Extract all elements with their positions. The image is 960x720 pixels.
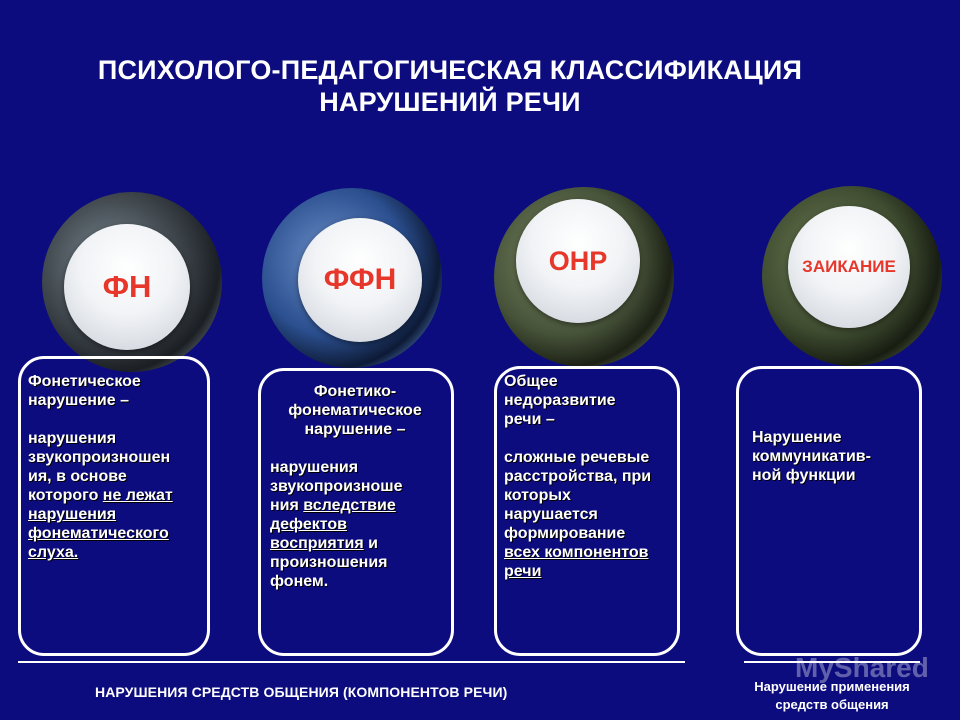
- text-fn-line-3: ия, в основе: [28, 468, 127, 485]
- text-ffn-line-6: произношения: [270, 554, 388, 571]
- text-ffn-line-5: восприятия и: [270, 535, 378, 552]
- text-ffn-head-3: нарушение –: [304, 421, 406, 438]
- text-ffn-line-2: звукопроизноше: [270, 478, 403, 495]
- circle-onr: [494, 187, 674, 367]
- text-fn-head-2: нарушение –: [28, 392, 129, 409]
- box-zaikanie: [736, 366, 922, 656]
- text-fn-head-1: Фонетическое: [28, 373, 141, 390]
- text-ffn-line-7: фонем.: [270, 573, 329, 590]
- text-ffn-line-4: дефектов: [270, 516, 347, 533]
- title-line-1: ПСИХОЛОГО-ПЕДАГОГИЧЕСКАЯ КЛАССИФИКАЦИЯ: [97, 55, 803, 85]
- text-ffn: [262, 382, 448, 591]
- caption-speech-means: НАРУШЕНИЯ СРЕДСТВ ОБЩЕНИЯ (КОМПОНЕНТОВ РЕЧИ): [95, 684, 508, 700]
- text-onr-line-6: всех компонентов: [504, 544, 649, 561]
- text-fn-line-1: нарушения: [28, 430, 117, 447]
- caption-communication-line-1: Нарушение применения: [754, 679, 910, 694]
- text-fn-line-2: звукопроизношен: [28, 449, 171, 466]
- text-onr-line-2: расстройства, при: [504, 468, 652, 485]
- text-onr-head-1: Общее: [504, 373, 558, 390]
- bottom-divider-left: [18, 661, 685, 663]
- circle-label-zaikanie: ЗАИКАНИЕ: [802, 257, 896, 276]
- text-onr: [504, 372, 680, 581]
- text-onr-head-3: речи –: [504, 411, 555, 428]
- page-title: [0, 54, 900, 118]
- text-fn-line-5: нарушения: [28, 506, 117, 523]
- circle-label-fn: ФН: [102, 269, 152, 304]
- text-zaikanie-line-1: Нарушение: [752, 429, 842, 446]
- text-onr-line-5: формирование: [504, 525, 626, 542]
- text-zaikanie-line-2: коммуникатив-: [752, 448, 871, 465]
- text-zaikanie-line-3: ной функции: [752, 467, 856, 484]
- text-fn-line-4: которого не лежат: [28, 487, 173, 504]
- text-ffn-head-2: фонематическое: [288, 402, 422, 419]
- caption-communication-line-2: средств общения: [775, 697, 889, 712]
- text-fn-line-7: слуха.: [28, 544, 79, 561]
- text-ffn-line-3: ния вследствие: [270, 497, 396, 514]
- circle-fn: [42, 192, 222, 372]
- text-onr-line-3: которых: [504, 487, 571, 504]
- title-line-2: НАРУШЕНИЙ РЕЧИ: [319, 87, 581, 117]
- caption-communication-means: [728, 678, 936, 714]
- text-fn: [28, 372, 208, 562]
- circle-label-ffn: ФФН: [323, 263, 397, 296]
- text-onr-line-7: речи: [504, 563, 542, 580]
- text-onr-line-4: нарушается: [504, 506, 598, 523]
- watermark: MyShared: [795, 652, 929, 683]
- text-onr-line-1: сложные речевые: [504, 449, 650, 466]
- text-ffn-line-1: нарушения: [270, 459, 359, 476]
- text-zaikanie: [752, 428, 916, 485]
- text-fn-line-6: фонематического: [28, 525, 169, 542]
- circle-zaikanie: [762, 186, 942, 366]
- text-onr-head-2: недоразвитие: [504, 392, 616, 409]
- circle-label-onr: ОНР: [548, 245, 608, 276]
- circle-ffn: [262, 188, 442, 368]
- text-ffn-head-1: Фонетико-: [313, 383, 397, 400]
